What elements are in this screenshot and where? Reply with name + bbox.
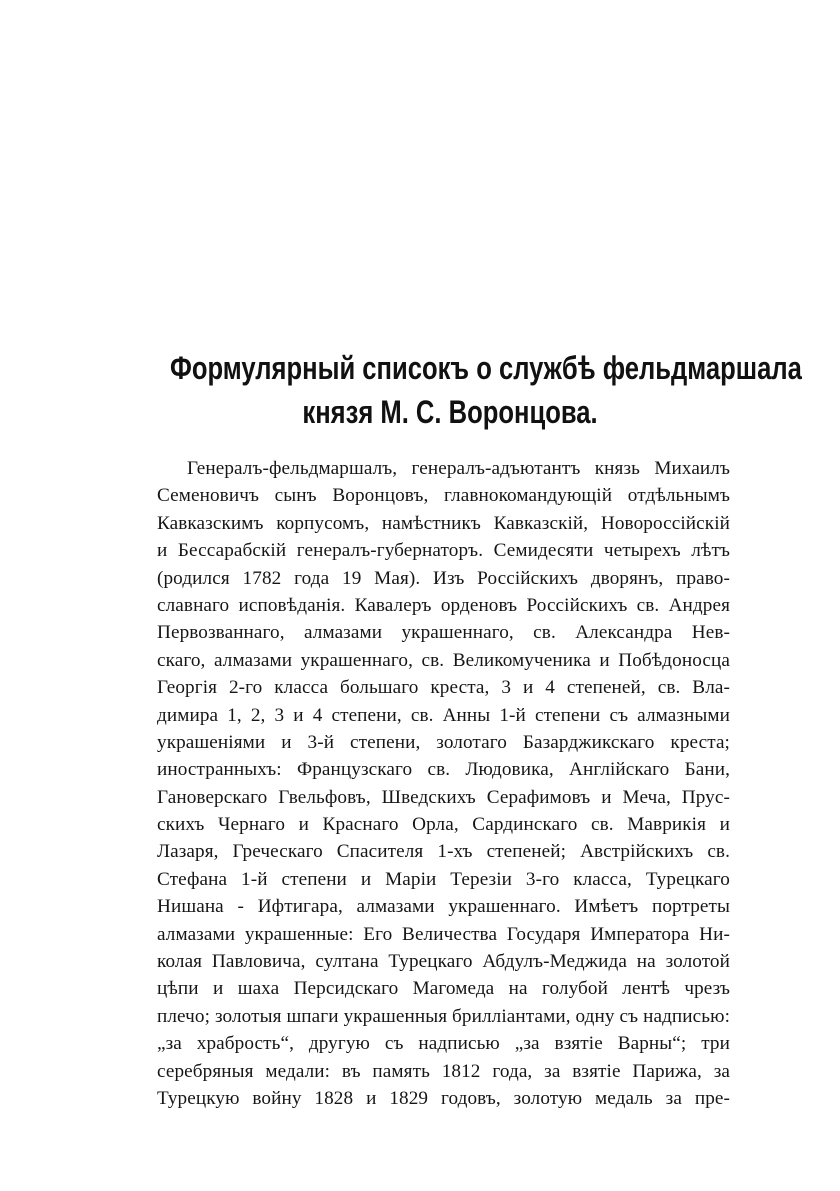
- text-line: славнаго исповѣданія. Кавалеръ орденовъ Россійскихъ св. Андрея: [157, 594, 730, 616]
- text-line: алмазами украшенные: Его Величества Государя Императора Ни-: [157, 923, 730, 945]
- text-line: (родился 1782 года 19 Мая). Изъ Россійскихъ дворянъ, право-: [157, 567, 730, 589]
- text-line: цѣпи и шаха Персидскаго Магомеда на голубой лентѣ чрезъ: [157, 978, 730, 1000]
- text-line: и Бессарабскій генералъ-губернаторъ. Семидесяти четырехъ лѣтъ: [157, 540, 730, 562]
- text-line: Гановерскаго Гвельфовъ, Шведскихъ Серафимовъ и Меча, Прус-: [157, 786, 730, 808]
- text-line: украшеніями и 3-й степени, золотаго Базарджикскаго креста;: [157, 731, 730, 753]
- text-line: Семеновичъ сынъ Воронцовъ, главнокомандующій отдѣльнымъ: [157, 485, 730, 507]
- title-line: Формулярный списокъ о службѣ фельдмаршала: [170, 350, 802, 386]
- text-line: димира 1, 2, 3 и 4 степени, св. Анны 1-й степени съ алмазными: [157, 704, 730, 726]
- text-line: Генералъ-фельдмаршалъ, генералъ-адъютантъ князь Михаилъ: [187, 458, 730, 479]
- text-line: Георгія 2-го класса большаго креста, 3 и 4 степеней, св. Вла-: [157, 677, 730, 699]
- text-line: иностранныхъ: Французскаго св. Людовика, Англійскаго Бани,: [157, 759, 730, 781]
- text-line: Лазаря, Греческаго Спасителя 1-хъ степеней; Австрійскихъ св.: [157, 841, 730, 863]
- text-line: Кавказскимъ корпусомъ, намѣстникъ Кавказскій, Новороссійскій: [157, 512, 730, 534]
- text-line: серебряныя медали: въ память 1812 года, за взятіе Парижа, за: [157, 1060, 730, 1082]
- text-line: „за храбрость“, другую съ надписью „за взятіе Варны“; три: [157, 1033, 730, 1055]
- text-line: Первозваннаго, алмазами украшеннаго, св. Александра Нев-: [157, 622, 730, 644]
- text-line: Стефана 1-й степени и Маріи Терезіи 3-го класса, Турецкаго: [157, 868, 730, 890]
- text-line: скихъ Чернаго и Краснаго Орла, Сардинскаго св. Маврикія и: [157, 814, 730, 836]
- page-title: [170, 346, 802, 434]
- text-line: колая Павловича, султана Турецкаго Абдулъ-Меджида на золотой: [157, 951, 730, 973]
- title-line: князя М. С. Воронцова.: [302, 394, 598, 430]
- text-line: плечо; золотыя шпаги украшенныя бриллiантами, одну съ надписью:: [157, 1005, 730, 1027]
- text-line: Турецкую войну 1828 и 1829 годовъ, золотую медаль за пре-: [157, 1087, 730, 1109]
- text-line: Нишана - Ифтигара, алмазами украшеннаго. Имѣетъ портреты: [157, 896, 730, 918]
- text-line: скаго, алмазами украшеннаго, св. Великомученика и Побѣдоносца: [157, 649, 730, 671]
- body-text: [157, 455, 730, 1112]
